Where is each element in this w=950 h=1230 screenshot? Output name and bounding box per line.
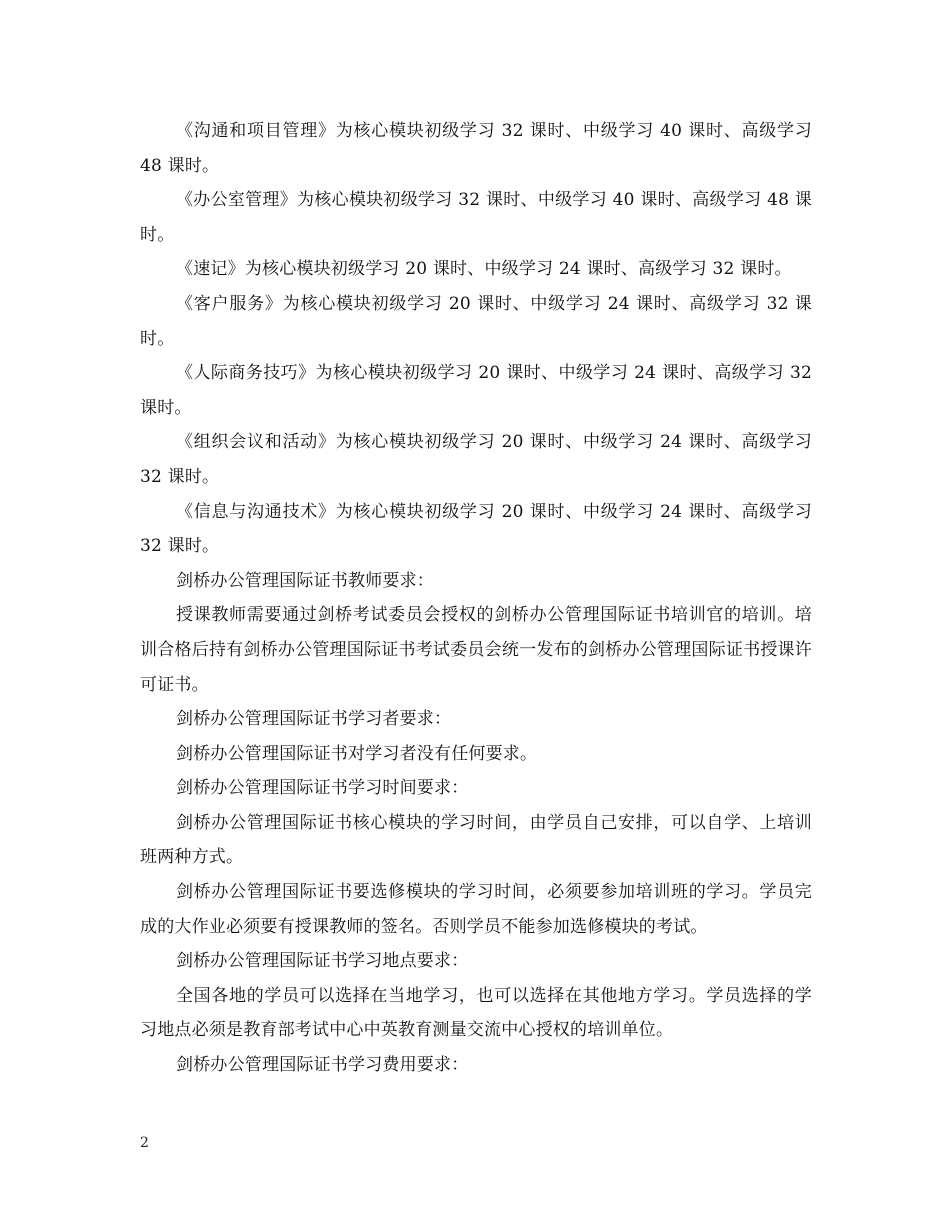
section-heading: 剑桥办公管理国际证书学习者要求： (176, 709, 452, 730)
section-heading: 剑桥办公管理国际证书学习时间要求： (176, 778, 469, 799)
paragraph: 授课教师需要通过剑桥考试委员会授权的剑桥办公管理国际证书培训官的培训。培训合格后持有剑桥办公管理国际证书考试委员会统一发布的剑桥办公管理国际证书授课许可证书。 (140, 605, 812, 695)
paragraph: 《客户服务》为核心模块初级学习 20 课时、中级学习 24 课时、高级学习 32 课时。 (140, 293, 812, 349)
section-heading: 剑桥办公管理国际证书学习地点要求： (176, 951, 469, 972)
section-heading: 剑桥办公管理国际证书教师要求： (176, 570, 434, 591)
paragraph: 剑桥办公管理国际证书要选修模块的学习时间，必须要参加培训班的学习。学员完成的大作业必须要有授课教师的签名。否则学员不能参加选修模块的考试。 (140, 882, 812, 937)
paragraph: 剑桥办公管理国际证书核心模块的学习时间，由学员自己安排，可以自学、上培训班两种方式。 (140, 812, 812, 868)
paragraph: 《沟通和项目管理》为核心模块初级学习 32 课时、中级学习 40 课时、高级学习 48 课时。 (140, 121, 812, 176)
paragraph: 剑桥办公管理国际证书对学习者没有任何要求。 (176, 743, 538, 764)
paragraph: 《速记》为核心模块初级学习 20 课时、中级学习 24 课时、高级学习 32 课时。 (176, 259, 792, 280)
section-heading: 剑桥办公管理国际证书学习费用要求： (176, 1055, 469, 1076)
paragraph: 《办公室管理》为核心模块初级学习 32 课时、中级学习 40 课时、高级学习 48 课时。 (140, 190, 812, 245)
document-body (140, 114, 812, 1083)
paragraph: 《信息与沟通技术》为核心模块初级学习 20 课时、中级学习 24 课时、高级学习 32 课时。 (140, 501, 812, 557)
page-number: 2 (140, 1135, 149, 1151)
paragraph: 《组织会议和活动》为核心模块初级学习 20 课时、中级学习 24 课时、高级学习 32 课时。 (140, 432, 812, 487)
paragraph: 《人际商务技巧》为核心模块初级学习 20 课时、中级学习 24 课时、高级学习 32 课时。 (140, 363, 812, 418)
paragraph: 全国各地的学员可以选择在当地学习，也可以选择在其他地方学习。学员选择的学习地点必须是教育部考试中心中英教育测量交流中心授权的培训单位。 (140, 985, 812, 1041)
